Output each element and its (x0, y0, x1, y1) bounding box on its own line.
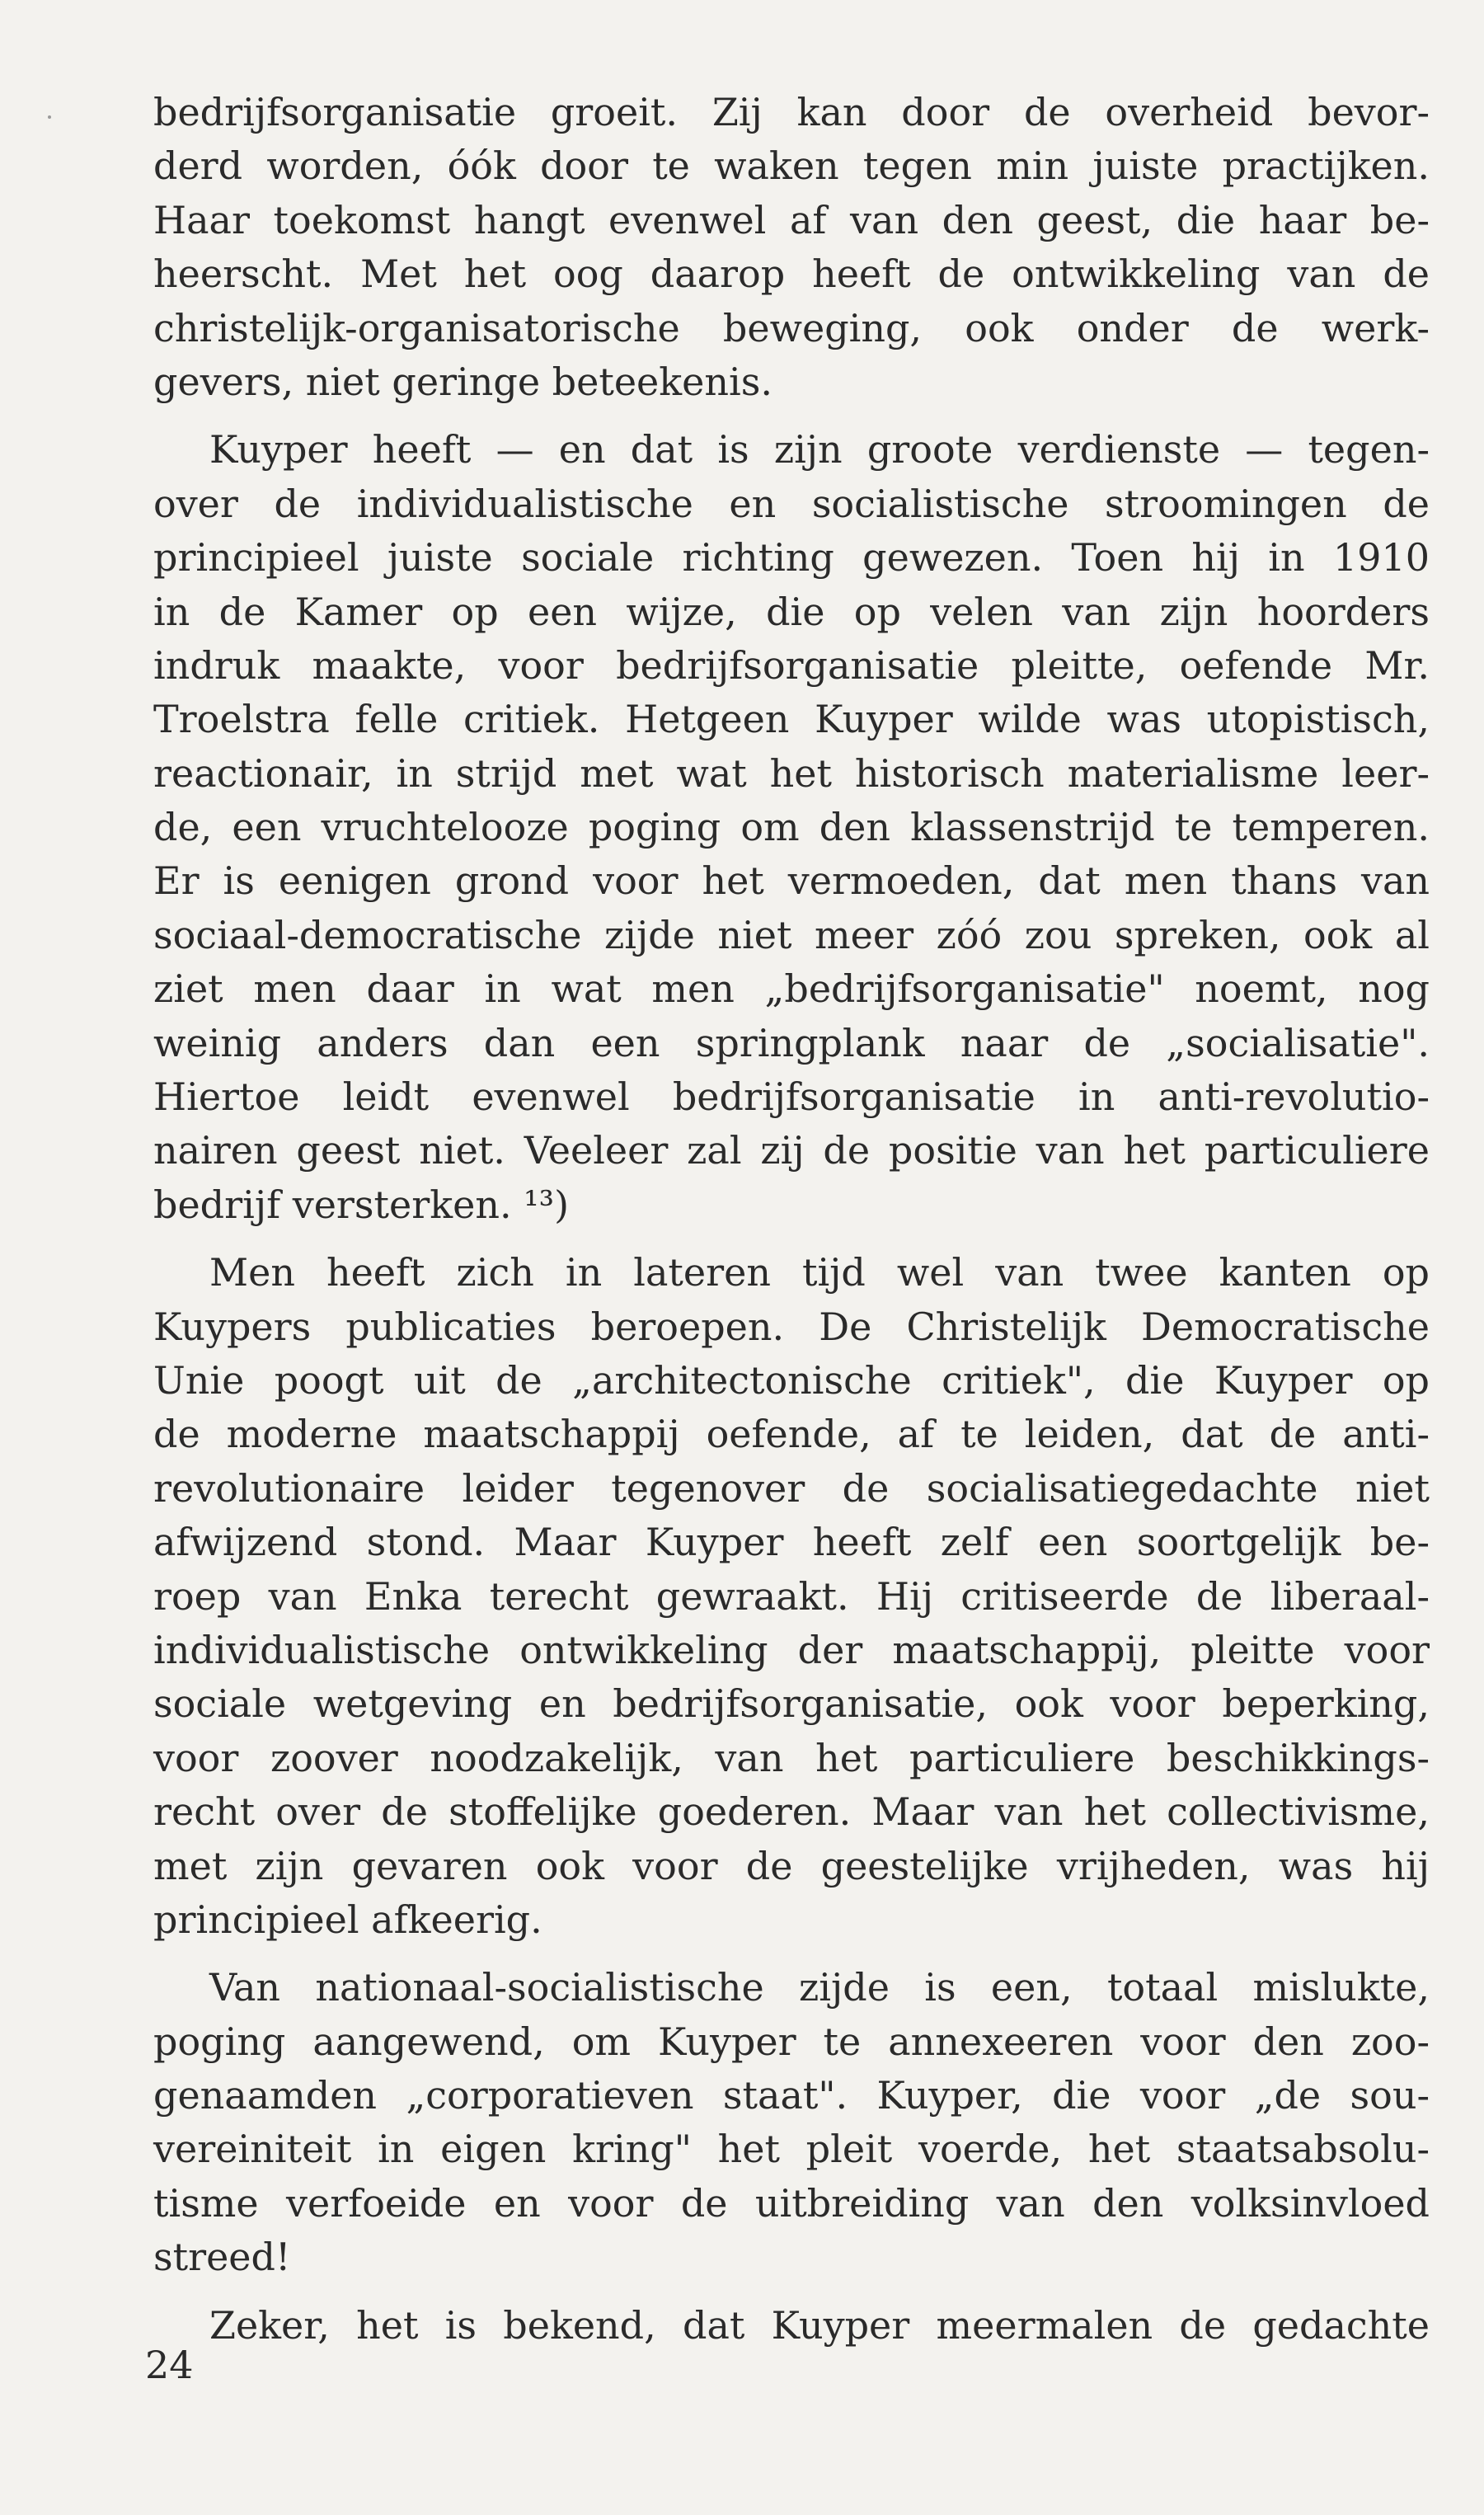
text-line: Unie poogt uit de „architectonische critiek", die Kuyper op (153, 1357, 1430, 1403)
text-line: tisme verfoeide en voor de uitbreiding van den volksinvloed (153, 2180, 1430, 2226)
paragraph-2 (153, 423, 1430, 1232)
paragraph-4 (153, 1961, 1430, 2284)
text-line: in de Kamer op een wijze, die op velen van zijn hoorders (153, 589, 1430, 634)
paragraph-5 (153, 2299, 1430, 2353)
text-line: Zeker, het is bekend, dat Kuyper meermalen de gedachte (209, 2302, 1430, 2348)
text-line: met zijn gevaren ook voor de geestelijke vrijheden, was hij (153, 1843, 1430, 1888)
text-line: afwijzend stond. Maar Kuyper heeft zelf een soortgelijk be- (153, 1520, 1430, 1565)
text-line: principieel juiste sociale richting gewezen. Toen hij in 1910 (153, 535, 1430, 581)
text-line: bedrijfsorganisatie groeit. Zij kan door de overheid bevor- (153, 90, 1430, 134)
text-line: Men heeft zich in lateren tijd wel van twee kanten op (209, 1250, 1430, 1295)
text-line: individualistische ontwikkeling der maatschappij, pleitte voor (153, 1627, 1430, 1672)
text-line: voor zoover noodzakelijk, van het particuliere beschikkings- (153, 1735, 1430, 1780)
text-line: recht over de stoffelijke goederen. Maar van het collectivisme, (153, 1789, 1430, 1835)
text-line: Troelstra felle critiek. Hetgeen Kuyper wilde was utopistisch, (153, 697, 1430, 742)
text-line: christelijk-organisatorische beweging, ook onder de werk- (153, 305, 1430, 350)
text-line: Hiertoe leidt evenwel bedrijfsorganisatie in anti-revolutio- (153, 1074, 1430, 1120)
text-line: Kuyper heeft — en dat is zijn groote verdienste — tegen- (209, 427, 1430, 472)
text-line: ziet men daar in wat men „bedrijfsorganisatie" noemt, nog (153, 966, 1430, 1012)
text-line: sociaal-democratische zijde niet meer zóó zou spreken, ook al (153, 912, 1430, 957)
text-line: sociale wetgeving en bedrijfsorganisatie, ook voor beperking, (153, 1681, 1430, 1727)
text-line: weinig anders dan een springplank naar de „socialisatie". (153, 1020, 1430, 1065)
text-line: reactionair, in strijd met wat het historisch materialisme leer- (153, 750, 1430, 796)
paragraph-3 (153, 1246, 1430, 1947)
text-line: Van nationaal-socialistische zijde is een, totaal mislukte, (209, 1965, 1430, 2010)
paragraph-1 (153, 86, 1430, 409)
text-line: principieel afkeerig. (153, 1897, 542, 1942)
text-line: bedrijf versterken. ¹³) (153, 1182, 570, 1227)
margin-speck (48, 115, 51, 119)
text-line: de moderne maatschappij oefende, af te leiden, dat de anti- (153, 1412, 1430, 1457)
text-line: over de individualistische en socialistische stroomingen de (153, 481, 1430, 526)
text-line: Haar toekomst hangt evenwel af van den geest, die haar be- (153, 197, 1430, 242)
text-line: genaamden „corporatieven staat". Kuyper, die voor „de sou- (153, 2073, 1430, 2118)
page-number: 24 (145, 2343, 194, 2387)
body-text (153, 86, 1430, 2353)
text-line: roep van Enka terecht gewraakt. Hij critiseerde de liberaal- (153, 1573, 1430, 1619)
text-line: streed! (153, 2235, 291, 2280)
text-line: heerscht. Met het oog daarop heeft de ontwikkeling van de (153, 252, 1430, 297)
text-line: poging aangewend, om Kuyper te annexeeren voor den zoo- (153, 2019, 1430, 2064)
text-line: Er is eenigen grond voor het vermoeden, dat men thans van (153, 858, 1430, 904)
text-line: vereiniteit in eigen kring" het pleit voerde, het staatsabsolu- (153, 2127, 1430, 2172)
text-line: indruk maakte, voor bedrijfsorganisatie pleitte, oefende Mr. (153, 642, 1430, 688)
text-line: nairen geest niet. Veeleer zal zij de positie van het particuliere (153, 1128, 1430, 1173)
text-line: de, een vruchtelooze poging om den klassenstrijd te temperen. (153, 805, 1430, 850)
text-line: derd worden, óók door te waken tegen min juiste practijken. (153, 143, 1430, 189)
text-line: gevers, niet geringe beteekenis. (153, 359, 773, 404)
text-line: Kuypers publicaties beroepen. De Christelijk Democratische (153, 1304, 1430, 1349)
text-line: revolutionaire leider tegenover de socialisatiegedachte niet (153, 1465, 1430, 1511)
